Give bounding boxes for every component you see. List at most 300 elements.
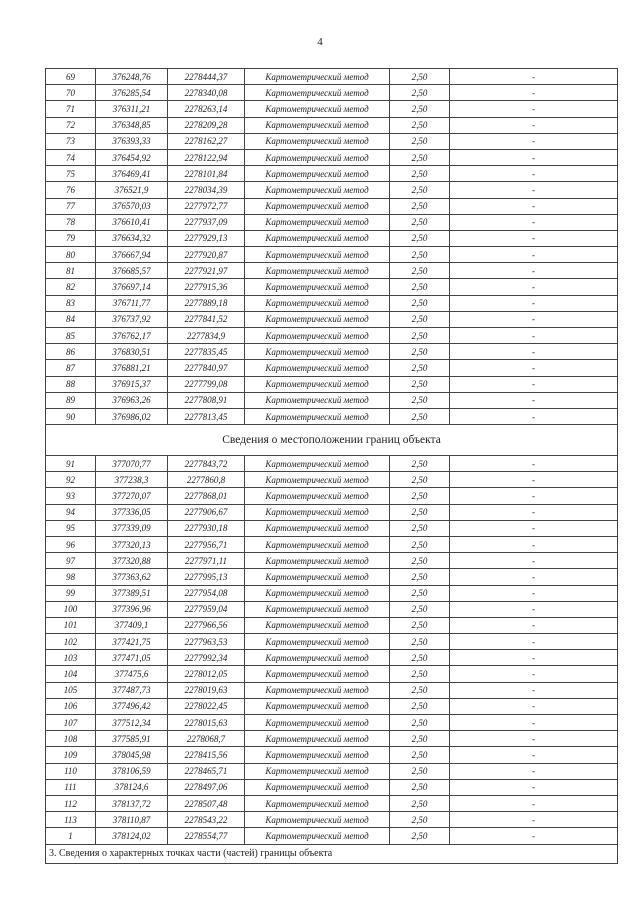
point-number-cell: 89 (46, 392, 96, 408)
description-cell: - (450, 763, 618, 779)
point-number-cell: 73 (46, 133, 96, 149)
description-cell: - (450, 166, 618, 182)
table-body-top (46, 69, 618, 425)
description-cell: - (450, 376, 618, 392)
table-row (46, 472, 618, 488)
method-cell: Картометрический метод (245, 601, 390, 617)
accuracy-cell: 2,50 (390, 328, 450, 344)
table-row (46, 488, 618, 504)
x-coordinate-cell: 378045,98 (96, 747, 168, 763)
method-cell: Картометрический метод (245, 392, 390, 408)
x-coordinate-cell: 378106,59 (96, 763, 168, 779)
table-row (46, 812, 618, 828)
accuracy-cell: 2,50 (390, 812, 450, 828)
accuracy-cell: 2,50 (390, 247, 450, 263)
page-number: 4 (317, 36, 323, 48)
accuracy-cell: 2,50 (390, 634, 450, 650)
method-cell: Картометрический метод (245, 117, 390, 133)
table-row (46, 569, 618, 585)
accuracy-cell: 2,50 (390, 795, 450, 811)
accuracy-cell: 2,50 (390, 617, 450, 633)
x-coordinate-cell: 378124,02 (96, 828, 168, 844)
description-cell: - (450, 634, 618, 650)
point-number-cell: 79 (46, 230, 96, 246)
description-cell: - (450, 601, 618, 617)
method-cell: Картометрический метод (245, 182, 390, 198)
method-cell: Картометрический метод (245, 149, 390, 165)
table-row (46, 263, 618, 279)
description-cell: - (450, 553, 618, 569)
coordinates-table-continued (45, 68, 618, 425)
description-cell: - (450, 569, 618, 585)
point-number-cell: 1 (46, 828, 96, 844)
point-number-cell: 70 (46, 85, 96, 101)
accuracy-cell: 2,50 (390, 198, 450, 214)
table-row (46, 617, 618, 633)
point-number-cell: 77 (46, 198, 96, 214)
y-coordinate-cell: 2278122,94 (168, 149, 245, 165)
table-row (46, 344, 618, 360)
y-coordinate-cell: 2277963,53 (168, 634, 245, 650)
table-row (46, 149, 618, 165)
y-coordinate-cell: 2278497,06 (168, 779, 245, 795)
description-cell: - (450, 747, 618, 763)
method-cell: Картометрический метод (245, 279, 390, 295)
description-cell: - (450, 731, 618, 747)
method-cell: Картометрический метод (245, 198, 390, 214)
method-cell: Картометрический метод (245, 101, 390, 117)
y-coordinate-cell: 2277937,09 (168, 214, 245, 230)
y-coordinate-cell: 2277841,52 (168, 311, 245, 327)
accuracy-cell: 2,50 (390, 85, 450, 101)
method-cell: Картометрический метод (245, 295, 390, 311)
x-coordinate-cell: 376830,51 (96, 344, 168, 360)
point-number-cell: 103 (46, 650, 96, 666)
y-coordinate-cell: 2277906,67 (168, 504, 245, 520)
point-number-cell: 111 (46, 779, 96, 795)
table-row (46, 553, 618, 569)
description-cell: - (450, 328, 618, 344)
point-number-cell: 104 (46, 666, 96, 682)
point-number-cell: 88 (46, 376, 96, 392)
section-title: Сведения о местоположении границ объекта (46, 425, 618, 456)
description-cell: - (450, 650, 618, 666)
x-coordinate-cell: 377070,77 (96, 456, 168, 472)
description-cell: - (450, 715, 618, 731)
table-row (46, 795, 618, 811)
method-cell: Картометрический метод (245, 488, 390, 504)
method-cell: Картометрический метод (245, 617, 390, 633)
table-row (46, 85, 618, 101)
method-cell: Картометрический метод (245, 408, 390, 424)
accuracy-cell: 2,50 (390, 747, 450, 763)
table-row (46, 601, 618, 617)
point-number-cell: 91 (46, 456, 96, 472)
description-cell: - (450, 472, 618, 488)
y-coordinate-cell: 2277959,04 (168, 601, 245, 617)
x-coordinate-cell: 377512,34 (96, 715, 168, 731)
point-number-cell: 96 (46, 536, 96, 552)
table-row (46, 747, 618, 763)
accuracy-cell: 2,50 (390, 553, 450, 569)
y-coordinate-cell: 2277915,36 (168, 279, 245, 295)
description-cell: - (450, 698, 618, 714)
x-coordinate-cell: 378110,87 (96, 812, 168, 828)
point-number-cell: 81 (46, 263, 96, 279)
point-number-cell: 78 (46, 214, 96, 230)
point-number-cell: 113 (46, 812, 96, 828)
table-row (46, 763, 618, 779)
accuracy-cell: 2,50 (390, 230, 450, 246)
y-coordinate-cell: 2277995,13 (168, 569, 245, 585)
y-coordinate-cell: 2277834,9 (168, 328, 245, 344)
x-coordinate-cell: 376762,17 (96, 328, 168, 344)
x-coordinate-cell: 376469,41 (96, 166, 168, 182)
y-coordinate-cell: 2277921,97 (168, 263, 245, 279)
method-cell: Картометрический метод (245, 569, 390, 585)
point-number-cell: 94 (46, 504, 96, 520)
point-number-cell: 76 (46, 182, 96, 198)
method-cell: Картометрический метод (245, 795, 390, 811)
y-coordinate-cell: 2278209,28 (168, 117, 245, 133)
y-coordinate-cell: 2277930,18 (168, 520, 245, 536)
table-row (46, 650, 618, 666)
description-cell: - (450, 408, 618, 424)
accuracy-cell: 2,50 (390, 488, 450, 504)
x-coordinate-cell: 377339,09 (96, 520, 168, 536)
accuracy-cell: 2,50 (390, 456, 450, 472)
accuracy-cell: 2,50 (390, 536, 450, 552)
y-coordinate-cell: 2277835,45 (168, 344, 245, 360)
table-row (46, 828, 618, 844)
method-cell: Картометрический метод (245, 666, 390, 682)
table-row (46, 247, 618, 263)
description-cell: - (450, 263, 618, 279)
y-coordinate-cell: 2278263,14 (168, 101, 245, 117)
method-cell: Картометрический метод (245, 472, 390, 488)
y-coordinate-cell: 2277929,13 (168, 230, 245, 246)
point-number-cell: 72 (46, 117, 96, 133)
point-number-cell: 82 (46, 279, 96, 295)
point-number-cell: 98 (46, 569, 96, 585)
y-coordinate-cell: 2277860,8 (168, 472, 245, 488)
table-row (46, 166, 618, 182)
description-cell: - (450, 520, 618, 536)
description-cell: - (450, 585, 618, 601)
point-number-cell: 105 (46, 682, 96, 698)
point-number-cell: 86 (46, 344, 96, 360)
description-cell: - (450, 214, 618, 230)
y-coordinate-cell: 2277920,87 (168, 247, 245, 263)
point-number-cell: 90 (46, 408, 96, 424)
table-row (46, 585, 618, 601)
table-row (46, 456, 618, 472)
table-row (46, 779, 618, 795)
x-coordinate-cell: 377363,62 (96, 569, 168, 585)
x-coordinate-cell: 377487,73 (96, 682, 168, 698)
coordinates-table-section (45, 424, 618, 864)
point-number-cell: 109 (46, 747, 96, 763)
accuracy-cell: 2,50 (390, 698, 450, 714)
description-cell: - (450, 488, 618, 504)
method-cell: Картометрический метод (245, 812, 390, 828)
method-cell: Картометрический метод (245, 634, 390, 650)
y-coordinate-cell: 2278101,84 (168, 166, 245, 182)
table-row (46, 715, 618, 731)
x-coordinate-cell: 378137,72 (96, 795, 168, 811)
point-number-cell: 107 (46, 715, 96, 731)
method-cell: Картометрический метод (245, 504, 390, 520)
table-row (46, 311, 618, 327)
x-coordinate-cell: 376285,54 (96, 85, 168, 101)
x-coordinate-cell: 376697,14 (96, 279, 168, 295)
accuracy-cell: 2,50 (390, 214, 450, 230)
table-row (46, 182, 618, 198)
method-cell: Картометрический метод (245, 553, 390, 569)
point-number-cell: 92 (46, 472, 96, 488)
y-coordinate-cell: 2278162,27 (168, 133, 245, 149)
accuracy-cell: 2,50 (390, 520, 450, 536)
description-cell: - (450, 828, 618, 844)
table-row (46, 731, 618, 747)
accuracy-cell: 2,50 (390, 828, 450, 844)
point-number-cell: 108 (46, 731, 96, 747)
table-row (46, 69, 618, 85)
x-coordinate-cell: 376393,33 (96, 133, 168, 149)
x-coordinate-cell: 377585,91 (96, 731, 168, 747)
y-coordinate-cell: 2277971,11 (168, 553, 245, 569)
description-cell: - (450, 795, 618, 811)
x-coordinate-cell: 377238,3 (96, 472, 168, 488)
accuracy-cell: 2,50 (390, 376, 450, 392)
x-coordinate-cell: 376348,85 (96, 117, 168, 133)
x-coordinate-cell: 377409,1 (96, 617, 168, 633)
method-cell: Картометрический метод (245, 828, 390, 844)
point-number-cell: 106 (46, 698, 96, 714)
y-coordinate-cell: 2277843,72 (168, 456, 245, 472)
accuracy-cell: 2,50 (390, 504, 450, 520)
method-cell: Картометрический метод (245, 360, 390, 376)
x-coordinate-cell: 377421,75 (96, 634, 168, 650)
y-coordinate-cell: 2278415,56 (168, 747, 245, 763)
y-coordinate-cell: 2278022,45 (168, 698, 245, 714)
table-row (46, 198, 618, 214)
x-coordinate-cell: 377496,42 (96, 698, 168, 714)
table-row (46, 536, 618, 552)
method-cell: Картометрический метод (245, 69, 390, 85)
table-row (46, 295, 618, 311)
accuracy-cell: 2,50 (390, 666, 450, 682)
x-coordinate-cell: 377475,6 (96, 666, 168, 682)
description-cell: - (450, 812, 618, 828)
description-cell: - (450, 85, 618, 101)
point-number-cell: 99 (46, 585, 96, 601)
description-cell: - (450, 149, 618, 165)
y-coordinate-cell: 2278012,05 (168, 666, 245, 682)
x-coordinate-cell: 377396,96 (96, 601, 168, 617)
table-row (46, 328, 618, 344)
point-number-cell: 69 (46, 69, 96, 85)
y-coordinate-cell: 2277889,18 (168, 295, 245, 311)
description-cell: - (450, 344, 618, 360)
table-row (46, 634, 618, 650)
footer-note: 3. Сведения о характерных точках части (частей) границы объекта (46, 844, 618, 863)
y-coordinate-cell: 2277966,56 (168, 617, 245, 633)
accuracy-cell: 2,50 (390, 360, 450, 376)
method-cell: Картометрический метод (245, 779, 390, 795)
accuracy-cell: 2,50 (390, 101, 450, 117)
table-row (46, 504, 618, 520)
x-coordinate-cell: 376963,26 (96, 392, 168, 408)
method-cell: Картометрический метод (245, 263, 390, 279)
table-row (46, 408, 618, 424)
description-cell: - (450, 198, 618, 214)
footer-row (46, 844, 618, 863)
x-coordinate-cell: 376986,02 (96, 408, 168, 424)
method-cell: Картометрический метод (245, 328, 390, 344)
x-coordinate-cell: 377320,13 (96, 536, 168, 552)
accuracy-cell: 2,50 (390, 569, 450, 585)
y-coordinate-cell: 2278554,77 (168, 828, 245, 844)
y-coordinate-cell: 2278465,71 (168, 763, 245, 779)
description-cell: - (450, 279, 618, 295)
y-coordinate-cell: 2277992,34 (168, 650, 245, 666)
accuracy-cell: 2,50 (390, 682, 450, 698)
accuracy-cell: 2,50 (390, 166, 450, 182)
x-coordinate-cell: 377389,51 (96, 585, 168, 601)
method-cell: Картометрический метод (245, 166, 390, 182)
accuracy-cell: 2,50 (390, 279, 450, 295)
description-cell: - (450, 117, 618, 133)
x-coordinate-cell: 376667,94 (96, 247, 168, 263)
x-coordinate-cell: 376311,21 (96, 101, 168, 117)
y-coordinate-cell: 2277813,45 (168, 408, 245, 424)
description-cell: - (450, 182, 618, 198)
accuracy-cell: 2,50 (390, 133, 450, 149)
x-coordinate-cell: 376737,92 (96, 311, 168, 327)
x-coordinate-cell: 377270,07 (96, 488, 168, 504)
section-header-row (46, 425, 618, 456)
point-number-cell: 97 (46, 553, 96, 569)
x-coordinate-cell: 378124,6 (96, 779, 168, 795)
accuracy-cell: 2,50 (390, 311, 450, 327)
table-row (46, 117, 618, 133)
table-row (46, 360, 618, 376)
x-coordinate-cell: 377471,05 (96, 650, 168, 666)
point-number-cell: 102 (46, 634, 96, 650)
y-coordinate-cell: 2277868,01 (168, 488, 245, 504)
description-cell: - (450, 133, 618, 149)
table-row (46, 133, 618, 149)
x-coordinate-cell: 377336,05 (96, 504, 168, 520)
point-number-cell: 112 (46, 795, 96, 811)
method-cell: Картометрический метод (245, 133, 390, 149)
description-cell: - (450, 779, 618, 795)
description-cell: - (450, 392, 618, 408)
table-row (46, 214, 618, 230)
y-coordinate-cell: 2277808,91 (168, 392, 245, 408)
y-coordinate-cell: 2278340,08 (168, 85, 245, 101)
description-cell: - (450, 360, 618, 376)
method-cell: Картометрический метод (245, 698, 390, 714)
accuracy-cell: 2,50 (390, 472, 450, 488)
table-row (46, 376, 618, 392)
y-coordinate-cell: 2278034,39 (168, 182, 245, 198)
point-number-cell: 110 (46, 763, 96, 779)
method-cell: Картометрический метод (245, 520, 390, 536)
y-coordinate-cell: 2278543,22 (168, 812, 245, 828)
x-coordinate-cell: 376711,77 (96, 295, 168, 311)
method-cell: Картометрический метод (245, 682, 390, 698)
x-coordinate-cell: 376610,41 (96, 214, 168, 230)
method-cell: Картометрический метод (245, 731, 390, 747)
description-cell: - (450, 295, 618, 311)
point-number-cell: 85 (46, 328, 96, 344)
description-cell: - (450, 666, 618, 682)
description-cell: - (450, 617, 618, 633)
method-cell: Картометрический метод (245, 763, 390, 779)
table-row (46, 520, 618, 536)
x-coordinate-cell: 376454,92 (96, 149, 168, 165)
method-cell: Картометрический метод (245, 456, 390, 472)
table-row (46, 666, 618, 682)
accuracy-cell: 2,50 (390, 779, 450, 795)
method-cell: Картометрический метод (245, 376, 390, 392)
accuracy-cell: 2,50 (390, 392, 450, 408)
description-cell: - (450, 69, 618, 85)
y-coordinate-cell: 2278019,63 (168, 682, 245, 698)
table-body-bottom (46, 425, 618, 845)
description-cell: - (450, 101, 618, 117)
y-coordinate-cell: 2278444,37 (168, 69, 245, 85)
accuracy-cell: 2,50 (390, 408, 450, 424)
description-cell: - (450, 230, 618, 246)
accuracy-cell: 2,50 (390, 182, 450, 198)
point-number-cell: 95 (46, 520, 96, 536)
table-row (46, 392, 618, 408)
accuracy-cell: 2,50 (390, 344, 450, 360)
point-number-cell: 71 (46, 101, 96, 117)
x-coordinate-cell: 376915,37 (96, 376, 168, 392)
x-coordinate-cell: 376521,9 (96, 182, 168, 198)
table-row (46, 682, 618, 698)
method-cell: Картометрический метод (245, 85, 390, 101)
x-coordinate-cell: 376248,76 (96, 69, 168, 85)
y-coordinate-cell: 2277954,08 (168, 585, 245, 601)
y-coordinate-cell: 2278068,7 (168, 731, 245, 747)
y-coordinate-cell: 2277840,97 (168, 360, 245, 376)
x-coordinate-cell: 376685,57 (96, 263, 168, 279)
accuracy-cell: 2,50 (390, 263, 450, 279)
description-cell: - (450, 456, 618, 472)
method-cell: Картометрический метод (245, 650, 390, 666)
method-cell: Картометрический метод (245, 536, 390, 552)
accuracy-cell: 2,50 (390, 149, 450, 165)
accuracy-cell: 2,50 (390, 763, 450, 779)
method-cell: Картометрический метод (245, 311, 390, 327)
method-cell: Картометрический метод (245, 715, 390, 731)
table-row (46, 279, 618, 295)
accuracy-cell: 2,50 (390, 117, 450, 133)
point-number-cell: 84 (46, 311, 96, 327)
description-cell: - (450, 682, 618, 698)
y-coordinate-cell: 2277972,77 (168, 198, 245, 214)
method-cell: Картометрический метод (245, 247, 390, 263)
method-cell: Картометрический метод (245, 747, 390, 763)
x-coordinate-cell: 376881,21 (96, 360, 168, 376)
description-cell: - (450, 504, 618, 520)
point-number-cell: 101 (46, 617, 96, 633)
